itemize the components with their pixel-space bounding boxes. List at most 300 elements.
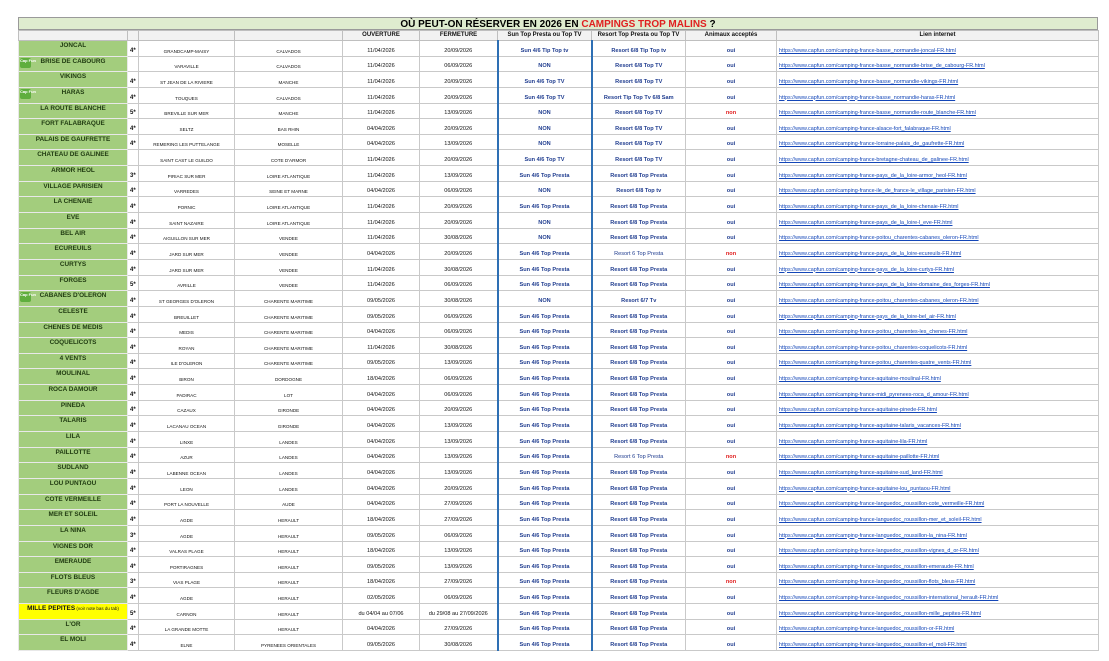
opening-date: 18/04/2026 xyxy=(343,510,420,526)
website-link[interactable]: https://www.capfun.com/camping-france-languedoc_roussillon-emeraude-FR.html xyxy=(779,563,974,570)
animals-accepted: oui xyxy=(686,432,777,448)
opening-date: 04/04/2026 xyxy=(343,463,420,479)
camping-name-text: PALAIS DE GAUFRETTE xyxy=(35,135,111,143)
camping-name xyxy=(19,588,128,604)
website-link-cell xyxy=(777,197,1099,213)
department: LANDES xyxy=(235,447,343,463)
camping-name-text: CABANES D'OLERON xyxy=(39,292,107,300)
camping-name xyxy=(19,150,128,166)
animals-accepted: oui xyxy=(686,306,777,322)
closing-date: 20/09/2026 xyxy=(420,478,498,494)
star-rating: 4* xyxy=(128,72,139,88)
sun-offer: Sun 4/6 Top Presta xyxy=(498,259,592,275)
star-rating: 4* xyxy=(128,322,139,338)
website-link-cell xyxy=(777,353,1099,369)
department: DORDOGNE xyxy=(235,369,343,385)
capfun-logo-icon: Cap Fun xyxy=(20,89,31,99)
website-link[interactable]: https://www.capfun.com/camping-france-pays_de_la_loire-chenaie-FR.html xyxy=(779,204,959,211)
header-animaux: Animaux acceptés xyxy=(686,31,777,41)
camping-name xyxy=(19,259,128,275)
town: ILE D'OLERON xyxy=(139,353,235,369)
table-row xyxy=(19,463,1099,479)
department: LANDES xyxy=(235,432,343,448)
animals-accepted: oui xyxy=(686,213,777,229)
website-link[interactable]: https://www.capfun.com/camping-france-pays_de_la_loire-curtys-FR.html xyxy=(779,266,954,273)
closing-date: 06/09/2026 xyxy=(420,369,498,385)
closing-date: 20/09/2026 xyxy=(420,197,498,213)
camping-name xyxy=(19,463,128,479)
animals-accepted: oui xyxy=(686,510,777,526)
star-rating: 4* xyxy=(128,213,139,229)
camping-name-text: TALARIS xyxy=(59,417,87,425)
animals-accepted: oui xyxy=(686,197,777,213)
closing-date: 06/09/2026 xyxy=(420,181,498,197)
website-link[interactable]: https://www.capfun.com/camping-france-midi_pyrenees-roca_d_amour-FR.html xyxy=(779,391,969,398)
website-link[interactable]: https://www.capfun.com/camping-france-pays_de_la_loire-domaine_des_forges-FR.html xyxy=(779,282,990,289)
town: PIRIAC SUR MER xyxy=(139,166,235,182)
table-row xyxy=(19,385,1099,401)
opening-date: 04/04/2026 xyxy=(343,478,420,494)
website-link-cell xyxy=(777,181,1099,197)
camping-name xyxy=(19,400,128,416)
website-link[interactable]: https://www.capfun.com/camping-france-alsace-fort_falabraque-FR.html xyxy=(779,125,951,132)
animals-accepted: oui xyxy=(686,56,777,72)
website-link-cell xyxy=(777,557,1099,573)
website-link[interactable]: https://www.capfun.com/camping-france-aquitaine-sud_land-FR.html xyxy=(779,469,943,476)
website-link[interactable]: https://www.capfun.com/camping-france-poitou_charentes-coquelicots-FR.html xyxy=(779,344,968,351)
camping-name-text: BEL AIR xyxy=(60,229,86,237)
sun-offer: Sun 4/6 Top Presta xyxy=(498,322,592,338)
closing-date: 06/09/2026 xyxy=(420,306,498,322)
camping-name xyxy=(19,213,128,229)
department: CHARENTE MARITIME xyxy=(235,306,343,322)
town: BIRON xyxy=(139,369,235,385)
closing-date: 13/09/2026 xyxy=(420,432,498,448)
sun-offer: Sun 4/6 Top Presta xyxy=(498,604,592,620)
website-link[interactable]: https://www.capfun.com/camping-france-poitou_charentes-cabanes_oleron-FR.html xyxy=(779,235,979,242)
sun-offer: NON xyxy=(498,103,592,119)
table-row xyxy=(19,56,1099,72)
closing-date: 13/09/2026 xyxy=(420,103,498,119)
town: CAZAUX xyxy=(139,400,235,416)
table-row xyxy=(19,369,1099,385)
website-link[interactable]: https://www.capfun.com/camping-france-aquitaine-lila-FR.html xyxy=(779,438,928,445)
opening-date: du 04/04 au 07/06 xyxy=(343,604,420,620)
resort-offer: Resort 6/8 Top Presta xyxy=(592,478,686,494)
star-rating: 4* xyxy=(128,385,139,401)
camping-name-text: L'OR xyxy=(65,620,81,628)
closing-date: 30/08/2026 xyxy=(420,291,498,307)
website-link[interactable]: https://www.capfun.com/camping-france-pays_de_la_loire-ecureuils-FR.html xyxy=(779,250,962,257)
department: BAS RHIN xyxy=(235,119,343,135)
camping-name-text: LA CHENAIE xyxy=(53,198,93,206)
resort-offer: Resort 6/8 Top Presta xyxy=(592,385,686,401)
closing-date: 20/09/2026 xyxy=(420,244,498,260)
website-link[interactable]: https://www.capfun.com/camping-france-basse_normandie-haras-FR.html xyxy=(779,94,956,101)
camping-name xyxy=(19,41,128,57)
camping-name-text: EMERAUDE xyxy=(54,558,92,566)
camping-name xyxy=(19,604,128,620)
opening-date: 11/04/2026 xyxy=(343,259,420,275)
sun-offer: Sun 4/6 Top Presta xyxy=(498,244,592,260)
closing-date: 06/09/2026 xyxy=(420,385,498,401)
resort-offer: Resort 6/8 Top Presta xyxy=(592,259,686,275)
table-row xyxy=(19,510,1099,526)
sun-offer: Sun 4/6 Top Presta xyxy=(498,463,592,479)
resort-offer: Resort 6/8 Top Presta xyxy=(592,416,686,432)
sun-offer: Sun 4/6 Top Presta xyxy=(498,541,592,557)
town: PADIRAC xyxy=(139,385,235,401)
opening-date: 11/04/2026 xyxy=(343,56,420,72)
town: LINXE xyxy=(139,432,235,448)
website-link[interactable]: https://www.capfun.com/camping-france-aquitaine-moulinal-FR.html xyxy=(779,376,941,383)
table-row xyxy=(19,494,1099,510)
website-link[interactable]: https://www.capfun.com/camping-france-pays_de_la_loire-bel_air-FR.html xyxy=(779,313,956,320)
animals-accepted: oui xyxy=(686,369,777,385)
header-ouverture: OUVERTURE xyxy=(343,31,420,41)
star-rating: 4* xyxy=(128,541,139,557)
star-rating: 3* xyxy=(128,525,139,541)
animals-accepted: oui xyxy=(686,619,777,635)
resort-offer: Resort 6/8 Top Presta xyxy=(592,338,686,354)
star-rating: 4* xyxy=(128,259,139,275)
department: GIRONDE xyxy=(235,400,343,416)
table-row xyxy=(19,619,1099,635)
department: LOIRE ATLANTIQUE xyxy=(235,166,343,182)
town: BREUILLET xyxy=(139,306,235,322)
website-link[interactable]: https://www.capfun.com/camping-france-poitou_charentes-les_chenes-FR.html xyxy=(779,329,968,336)
resort-offer: Resort 6/8 Top Presta xyxy=(592,604,686,620)
website-link[interactable]: https://www.capfun.com/camping-france-poitou_charentes-cabanes_oleron-FR.html xyxy=(779,297,979,304)
website-link[interactable]: https://www.capfun.com/camping-france-aquitaine-talaris_vacances-FR.html xyxy=(779,423,961,430)
animals-accepted: oui xyxy=(686,604,777,620)
town: VIAS PLAGE xyxy=(139,572,235,588)
opening-date: 09/05/2026 xyxy=(343,525,420,541)
camping-name xyxy=(19,432,128,448)
table-row xyxy=(19,87,1099,103)
town: PORTIRAGNES xyxy=(139,557,235,573)
resort-offer: Resort 6/8 Top Presta xyxy=(592,353,686,369)
sun-offer: Sun 4/6 Top TV xyxy=(498,72,592,88)
camping-name xyxy=(19,103,128,119)
table-row xyxy=(19,134,1099,150)
table-row xyxy=(19,588,1099,604)
resort-offer: Resort 6/8 Top TV xyxy=(592,72,686,88)
camping-name-text: HARAS xyxy=(61,88,85,96)
camping-name-text: EVE xyxy=(66,214,80,222)
department: LOT xyxy=(235,385,343,401)
resort-offer: Resort 6/8 Top Presta xyxy=(592,494,686,510)
closing-date: 06/09/2026 xyxy=(420,588,498,604)
animals-accepted: oui xyxy=(686,322,777,338)
resort-offer: Resort 6/8 Top Presta xyxy=(592,572,686,588)
table-row xyxy=(19,416,1099,432)
opening-date: 04/04/2026 xyxy=(343,619,420,635)
website-link[interactable]: https://www.capfun.com/camping-france-lorraine-palais_de_gaufrette-FR.html xyxy=(779,141,965,148)
website-link[interactable]: https://www.capfun.com/camping-france-basse_normandie-route_blanche-FR.html xyxy=(779,110,976,117)
website-link-cell xyxy=(777,432,1099,448)
opening-date: 11/04/2026 xyxy=(343,338,420,354)
camping-name-text: LILA xyxy=(65,433,81,441)
website-link[interactable]: https://www.capfun.com/camping-france-languedoc_roussillon-el_moli-FR.html xyxy=(779,641,967,648)
opening-date: 04/04/2026 xyxy=(343,416,420,432)
table-row xyxy=(19,447,1099,463)
sun-offer: Sun 4/6 Top Presta xyxy=(498,494,592,510)
camping-name-text: JONCAL xyxy=(59,42,87,49)
camping-name-text: MILLE PEPITES xyxy=(27,605,76,613)
star-rating: 5* xyxy=(128,103,139,119)
camping-name-text: MOULINAL xyxy=(56,370,90,378)
opening-date: 11/04/2026 xyxy=(343,275,420,291)
website-link-cell xyxy=(777,244,1099,260)
opening-date: 04/04/2026 xyxy=(343,244,420,260)
camping-name-text: FLOTS BLEUS xyxy=(50,573,96,581)
website-link-cell xyxy=(777,525,1099,541)
department: HERAULT xyxy=(235,588,343,604)
closing-date: 13/09/2026 xyxy=(420,463,498,479)
animals-accepted: non xyxy=(686,103,777,119)
website-link[interactable]: https://www.capfun.com/camping-france-languedoc_roussillon-cote_vermeille-FR.html xyxy=(779,501,985,508)
sun-offer: Sun 4/6 Top Presta xyxy=(498,478,592,494)
town: VALRAS PLAGE xyxy=(139,541,235,557)
department: HERAULT xyxy=(235,525,343,541)
website-link[interactable]: https://www.capfun.com/camping-france-languedoc_roussillon-mille_pepites-FR.html xyxy=(779,610,981,617)
closing-date: 13/09/2026 xyxy=(420,557,498,573)
star-rating: 4* xyxy=(128,41,139,57)
camping-name xyxy=(19,369,128,385)
website-link-cell xyxy=(777,510,1099,526)
town: BREVILLE SUR MER xyxy=(139,103,235,119)
camping-name-text: FORT FALABRAQUE xyxy=(41,120,105,128)
website-link[interactable]: https://www.capfun.com/camping-france-ile_de_france-le_village_parisien-FR.html xyxy=(779,188,976,195)
resort-offer: Resort 6/8 Top Presta xyxy=(592,510,686,526)
town: LABENNE OCEAN xyxy=(139,463,235,479)
opening-date: 09/05/2026 xyxy=(343,557,420,573)
camping-name-text: PAILLOTTE xyxy=(55,448,91,456)
website-link-cell xyxy=(777,56,1099,72)
department: VENDEE xyxy=(235,244,343,260)
star-rating: 4* xyxy=(128,228,139,244)
animals-accepted: oui xyxy=(686,87,777,103)
opening-date: 11/04/2026 xyxy=(343,213,420,229)
website-link-cell xyxy=(777,572,1099,588)
camping-name-text: COTE VERMEILLE xyxy=(44,495,102,503)
website-link[interactable]: https://www.capfun.com/camping-france-basse_normandie-brise_de_cabourg-FR.html xyxy=(779,63,985,70)
resort-offer: Resort 6/8 Top Presta xyxy=(592,228,686,244)
town: LACANAU OCEAN xyxy=(139,416,235,432)
resort-offer: Resort 6 Top Presta xyxy=(592,447,686,463)
website-link-cell xyxy=(777,463,1099,479)
star-rating: 4* xyxy=(128,353,139,369)
camping-name-text: FORGES xyxy=(59,276,87,284)
sun-offer: Sun 4/6 Top Presta xyxy=(498,510,592,526)
table-row xyxy=(19,478,1099,494)
website-link-cell xyxy=(777,134,1099,150)
camping-name xyxy=(19,353,128,369)
website-link[interactable]: https://www.capfun.com/camping-france-languedoc_roussillon-international_herault-FR.html xyxy=(779,595,999,602)
star-rating: 4* xyxy=(128,588,139,604)
department: LOIRE ATLANTIQUE xyxy=(235,197,343,213)
table-row xyxy=(19,41,1099,57)
table-row xyxy=(19,291,1099,307)
department: SEINE ET MARNE xyxy=(235,181,343,197)
town: MEDIS xyxy=(139,322,235,338)
animals-accepted: oui xyxy=(686,635,777,651)
camping-name xyxy=(19,166,128,182)
capfun-logo-icon: Cap Fun xyxy=(20,292,31,302)
camping-name xyxy=(19,338,128,354)
website-link-cell xyxy=(777,259,1099,275)
opening-date: 04/04/2026 xyxy=(343,494,420,510)
animals-accepted: oui xyxy=(686,541,777,557)
animals-accepted: oui xyxy=(686,291,777,307)
animals-accepted: oui xyxy=(686,259,777,275)
website-link-cell xyxy=(777,338,1099,354)
animals-accepted: oui xyxy=(686,181,777,197)
department: CHARENTE MARITIME xyxy=(235,353,343,369)
opening-date: 04/04/2026 xyxy=(343,181,420,197)
website-link[interactable]: https://www.capfun.com/camping-france-poitou_charentes-quatre_vents-FR.html xyxy=(779,360,972,367)
town: PORT LA NOUVELLE xyxy=(139,494,235,510)
sun-offer: Sun 4/6 Top Presta xyxy=(498,588,592,604)
town: PORNIC xyxy=(139,197,235,213)
website-link-cell xyxy=(777,306,1099,322)
closing-date: 20/09/2026 xyxy=(420,400,498,416)
website-link[interactable]: https://www.capfun.com/camping-france-languedoc_roussillon-vignes_d_or-FR.html xyxy=(779,548,979,555)
department: LANDES xyxy=(235,463,343,479)
website-link[interactable]: https://www.capfun.com/camping-france-basse_normandie-vikings-FR.html xyxy=(779,78,959,85)
website-link[interactable]: https://www.capfun.com/camping-france-bretagne-chateau_de_galinee-FR.html xyxy=(779,157,969,164)
town: CARNON xyxy=(139,604,235,620)
town: AGDE xyxy=(139,588,235,604)
star-rating: 4* xyxy=(128,635,139,651)
table-row xyxy=(19,197,1099,213)
website-link-cell xyxy=(777,478,1099,494)
animals-accepted: oui xyxy=(686,119,777,135)
star-rating: 3* xyxy=(128,166,139,182)
website-link-cell xyxy=(777,494,1099,510)
department: HERAULT xyxy=(235,541,343,557)
website-link[interactable]: https://www.capfun.com/camping-france-pays_de_la_loire-l_eve-FR.html xyxy=(779,219,953,226)
camping-name xyxy=(19,385,128,401)
animals-accepted: oui xyxy=(686,400,777,416)
opening-date: 11/04/2026 xyxy=(343,103,420,119)
town: ELNE xyxy=(139,635,235,651)
website-link[interactable]: https://www.capfun.com/camping-france-aquitaine-pinede-FR.html xyxy=(779,407,937,414)
department: VENDEE xyxy=(235,228,343,244)
website-link[interactable]: https://www.capfun.com/camping-france-basse_normandie-joncal-FR.html xyxy=(779,47,956,54)
department: AUDE xyxy=(235,494,343,510)
town: TOUQUES xyxy=(139,87,235,103)
star-rating: 4* xyxy=(128,400,139,416)
table-row xyxy=(19,604,1099,620)
department: CALVADOS xyxy=(235,41,343,57)
camping-name-text: VILLAGE PARISIEN xyxy=(43,182,103,190)
resort-offer: Resort 6 Top Presta xyxy=(592,244,686,260)
website-link[interactable]: https://www.capfun.com/camping-france-aquitaine-paillotte-FR.html xyxy=(779,454,940,461)
resort-offer: Resort 6/8 Top Presta xyxy=(592,432,686,448)
department: LOIRE ATLANTIQUE xyxy=(235,213,343,229)
website-link[interactable]: https://www.capfun.com/camping-france-aquitaine-lou_puntaou-FR.html xyxy=(779,485,951,492)
opening-date: 09/05/2026 xyxy=(343,353,420,369)
animals-accepted: non xyxy=(686,447,777,463)
sun-offer: NON xyxy=(498,228,592,244)
website-link-cell xyxy=(777,87,1099,103)
website-link-cell xyxy=(777,604,1099,620)
table-row xyxy=(19,635,1099,651)
table-row xyxy=(19,72,1099,88)
camping-name-text: BRISE DE CABOURG xyxy=(40,57,106,65)
star-rating: 4* xyxy=(128,197,139,213)
website-link[interactable]: https://www.capfun.com/camping-france-languedoc_roussillon-la_nina-FR.html xyxy=(779,532,967,539)
resort-offer: Resort 6/8 Top Presta xyxy=(592,463,686,479)
website-link-cell xyxy=(777,416,1099,432)
opening-date: 09/05/2026 xyxy=(343,306,420,322)
website-link[interactable]: https://www.capfun.com/camping-france-languedoc_roussillon-flots_bleus-FR.html xyxy=(779,579,976,586)
opening-date: 04/04/2026 xyxy=(343,134,420,150)
town: AGDE xyxy=(139,525,235,541)
table-row xyxy=(19,572,1099,588)
table-row xyxy=(19,338,1099,354)
header-row xyxy=(19,31,1099,41)
star-rating: 4* xyxy=(128,119,139,135)
department: CALVADOS xyxy=(235,56,343,72)
camping-name-text: LA NINA xyxy=(60,526,86,534)
table-row xyxy=(19,103,1099,119)
resort-offer: Resort 6/8 Top Presta xyxy=(592,619,686,635)
title-highlight: CAMPINGS TROP MALINS xyxy=(581,19,707,30)
camping-name-text: EL MOLI xyxy=(60,636,86,644)
star-rating: 5* xyxy=(128,275,139,291)
animals-accepted: oui xyxy=(686,416,777,432)
table-row xyxy=(19,181,1099,197)
website-link[interactable]: https://www.capfun.com/camping-france-languedoc_roussillon-mer_et_soleil-FR.html xyxy=(779,516,982,523)
camping-name xyxy=(19,87,128,103)
camping-name-text: CURTYS xyxy=(59,260,87,268)
table-row xyxy=(19,259,1099,275)
website-link-cell xyxy=(777,228,1099,244)
sun-offer: NON xyxy=(498,56,592,72)
star-rating: 4* xyxy=(128,306,139,322)
sun-offer: Sun 4/6 Top Presta xyxy=(498,572,592,588)
closing-date: 20/09/2026 xyxy=(420,213,498,229)
camping-name-text: MER ET SOLEIL xyxy=(48,511,98,519)
camping-name-text: VIGNES DOR xyxy=(52,542,94,550)
closing-date: 27/09/2026 xyxy=(420,619,498,635)
camping-name xyxy=(19,572,128,588)
website-link[interactable]: https://www.capfun.com/camping-france-languedoc_roussillon-or-FR.html xyxy=(779,626,955,633)
website-link[interactable]: https://www.capfun.com/camping-france-pays_de_la_loire-armor_heol-FR.html xyxy=(779,172,967,179)
closing-date: 13/09/2026 xyxy=(420,166,498,182)
animals-accepted: oui xyxy=(686,134,777,150)
camping-name xyxy=(19,134,128,150)
star-rating: 4* xyxy=(128,478,139,494)
camping-name xyxy=(19,275,128,291)
camping-name xyxy=(19,619,128,635)
closing-date: 06/09/2026 xyxy=(420,56,498,72)
town: SAINT NAZAIRE xyxy=(139,213,235,229)
website-link-cell xyxy=(777,322,1099,338)
sun-offer: Sun 4/6 Top Presta xyxy=(498,447,592,463)
opening-date: 11/04/2026 xyxy=(343,228,420,244)
camping-name-text: CHENES DE MEDIS xyxy=(43,323,103,331)
opening-date: 18/04/2026 xyxy=(343,541,420,557)
resort-offer: Resort 6/8 Top Presta xyxy=(592,306,686,322)
resort-offer: Resort 6/8 Top Presta xyxy=(592,588,686,604)
camping-name-text: COQUELICOTS xyxy=(49,339,97,347)
header-lien: Lien internet xyxy=(777,31,1099,41)
opening-date: 11/04/2026 xyxy=(343,87,420,103)
